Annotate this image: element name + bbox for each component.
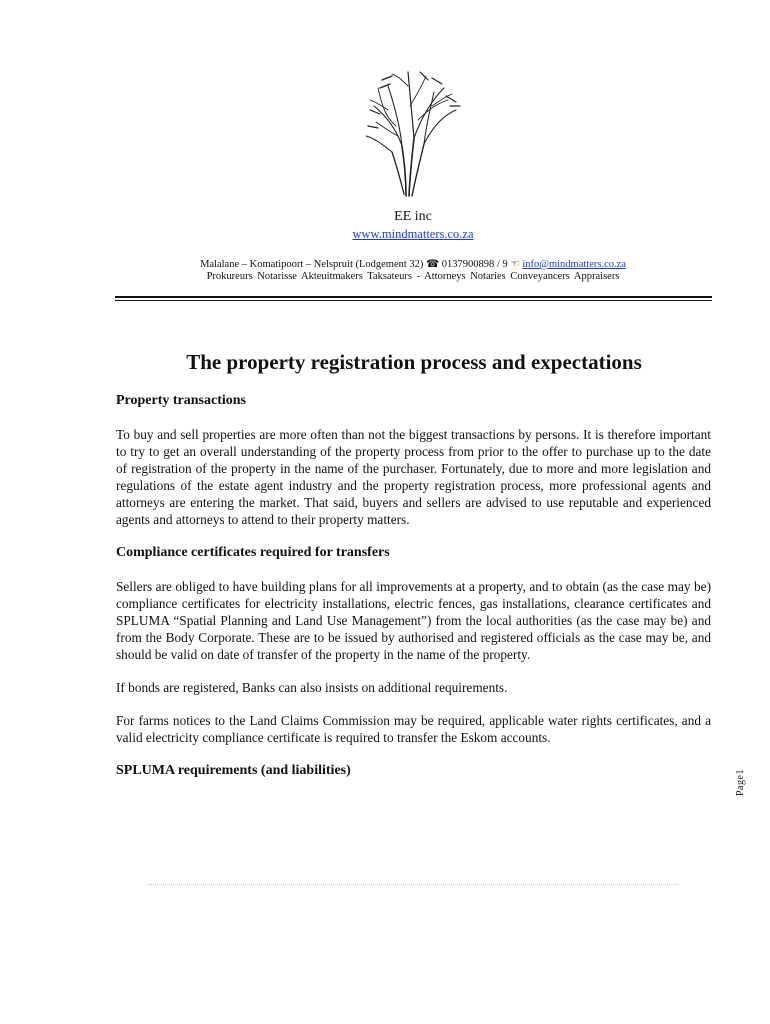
section-heading: Property transactions (116, 393, 246, 408)
email-link[interactable]: info@mindmatters.co.za (522, 259, 626, 270)
footer-divider (148, 884, 678, 885)
contact-line (0, 258, 770, 270)
services-line: Prokureurs Notarisse Akteuitmakers Taksateurs - Attorneys Notaries Conveyancers Appraisers (206, 271, 620, 282)
paragraph: Sellers are obliged to have building plans for all improvements at a property, and to obtain (as the case may be) compliance certificates for electricity installations, electric fences, gas installations, clearance certificates and SPLUMA “Spatial Planning and Land Use Management”) from the local authorities (as the case may be) and from the Body Corporate. These are to be issued by authorised and registered officials as the case may be, and should be valid on date of transfer of the property in the name of the property. (116, 579, 711, 662)
header-divider (115, 296, 712, 298)
paragraph: To buy and sell properties are more often than not the biggest transactions by persons. It is therefore important to try to get an overall understanding of the property process from prior to the offer to purchase up to the date of registration of the property in the name of the purchaser. Fortunately, due to more and more legislation and regulations of the estate agent industry and the property registration process, more professional agents and attorneys are entering the market. That said, buyers and sellers are advised to use reputable and experienced agents and attorneys to attend to their property matters. (116, 427, 711, 527)
firm-name: EE inc (394, 209, 432, 224)
header-divider-thin (115, 300, 712, 301)
section-heading: SPLUMA requirements (and liabilities) (116, 763, 351, 778)
paragraph: For farms notices to the Land Claims Commission may be required, applicable water rights certificates, and a valid electricity compliance certificate is required to transfer the Eskom accounts. (116, 713, 711, 745)
paragraph: If bonds are registered, Banks can also insists on additional requirements. (116, 680, 508, 695)
tree-logo (362, 66, 462, 198)
document-title: The property registration process and expectations (186, 350, 642, 374)
website-link[interactable]: www.mindmatters.co.za (352, 227, 474, 241)
phone-numbers: 0137900898 / 9 (439, 259, 511, 270)
contact-locations: Malalane – Komatipoort – Nelspruit (Lodgement 32) (200, 259, 427, 270)
section-heading: Compliance certificates required for transfers (116, 545, 390, 560)
pointer-hand-icon: ☜ (510, 259, 520, 270)
page-number: Page1 (735, 769, 746, 796)
phone-icon: ☎ (426, 259, 440, 270)
document-body (116, 392, 711, 796)
